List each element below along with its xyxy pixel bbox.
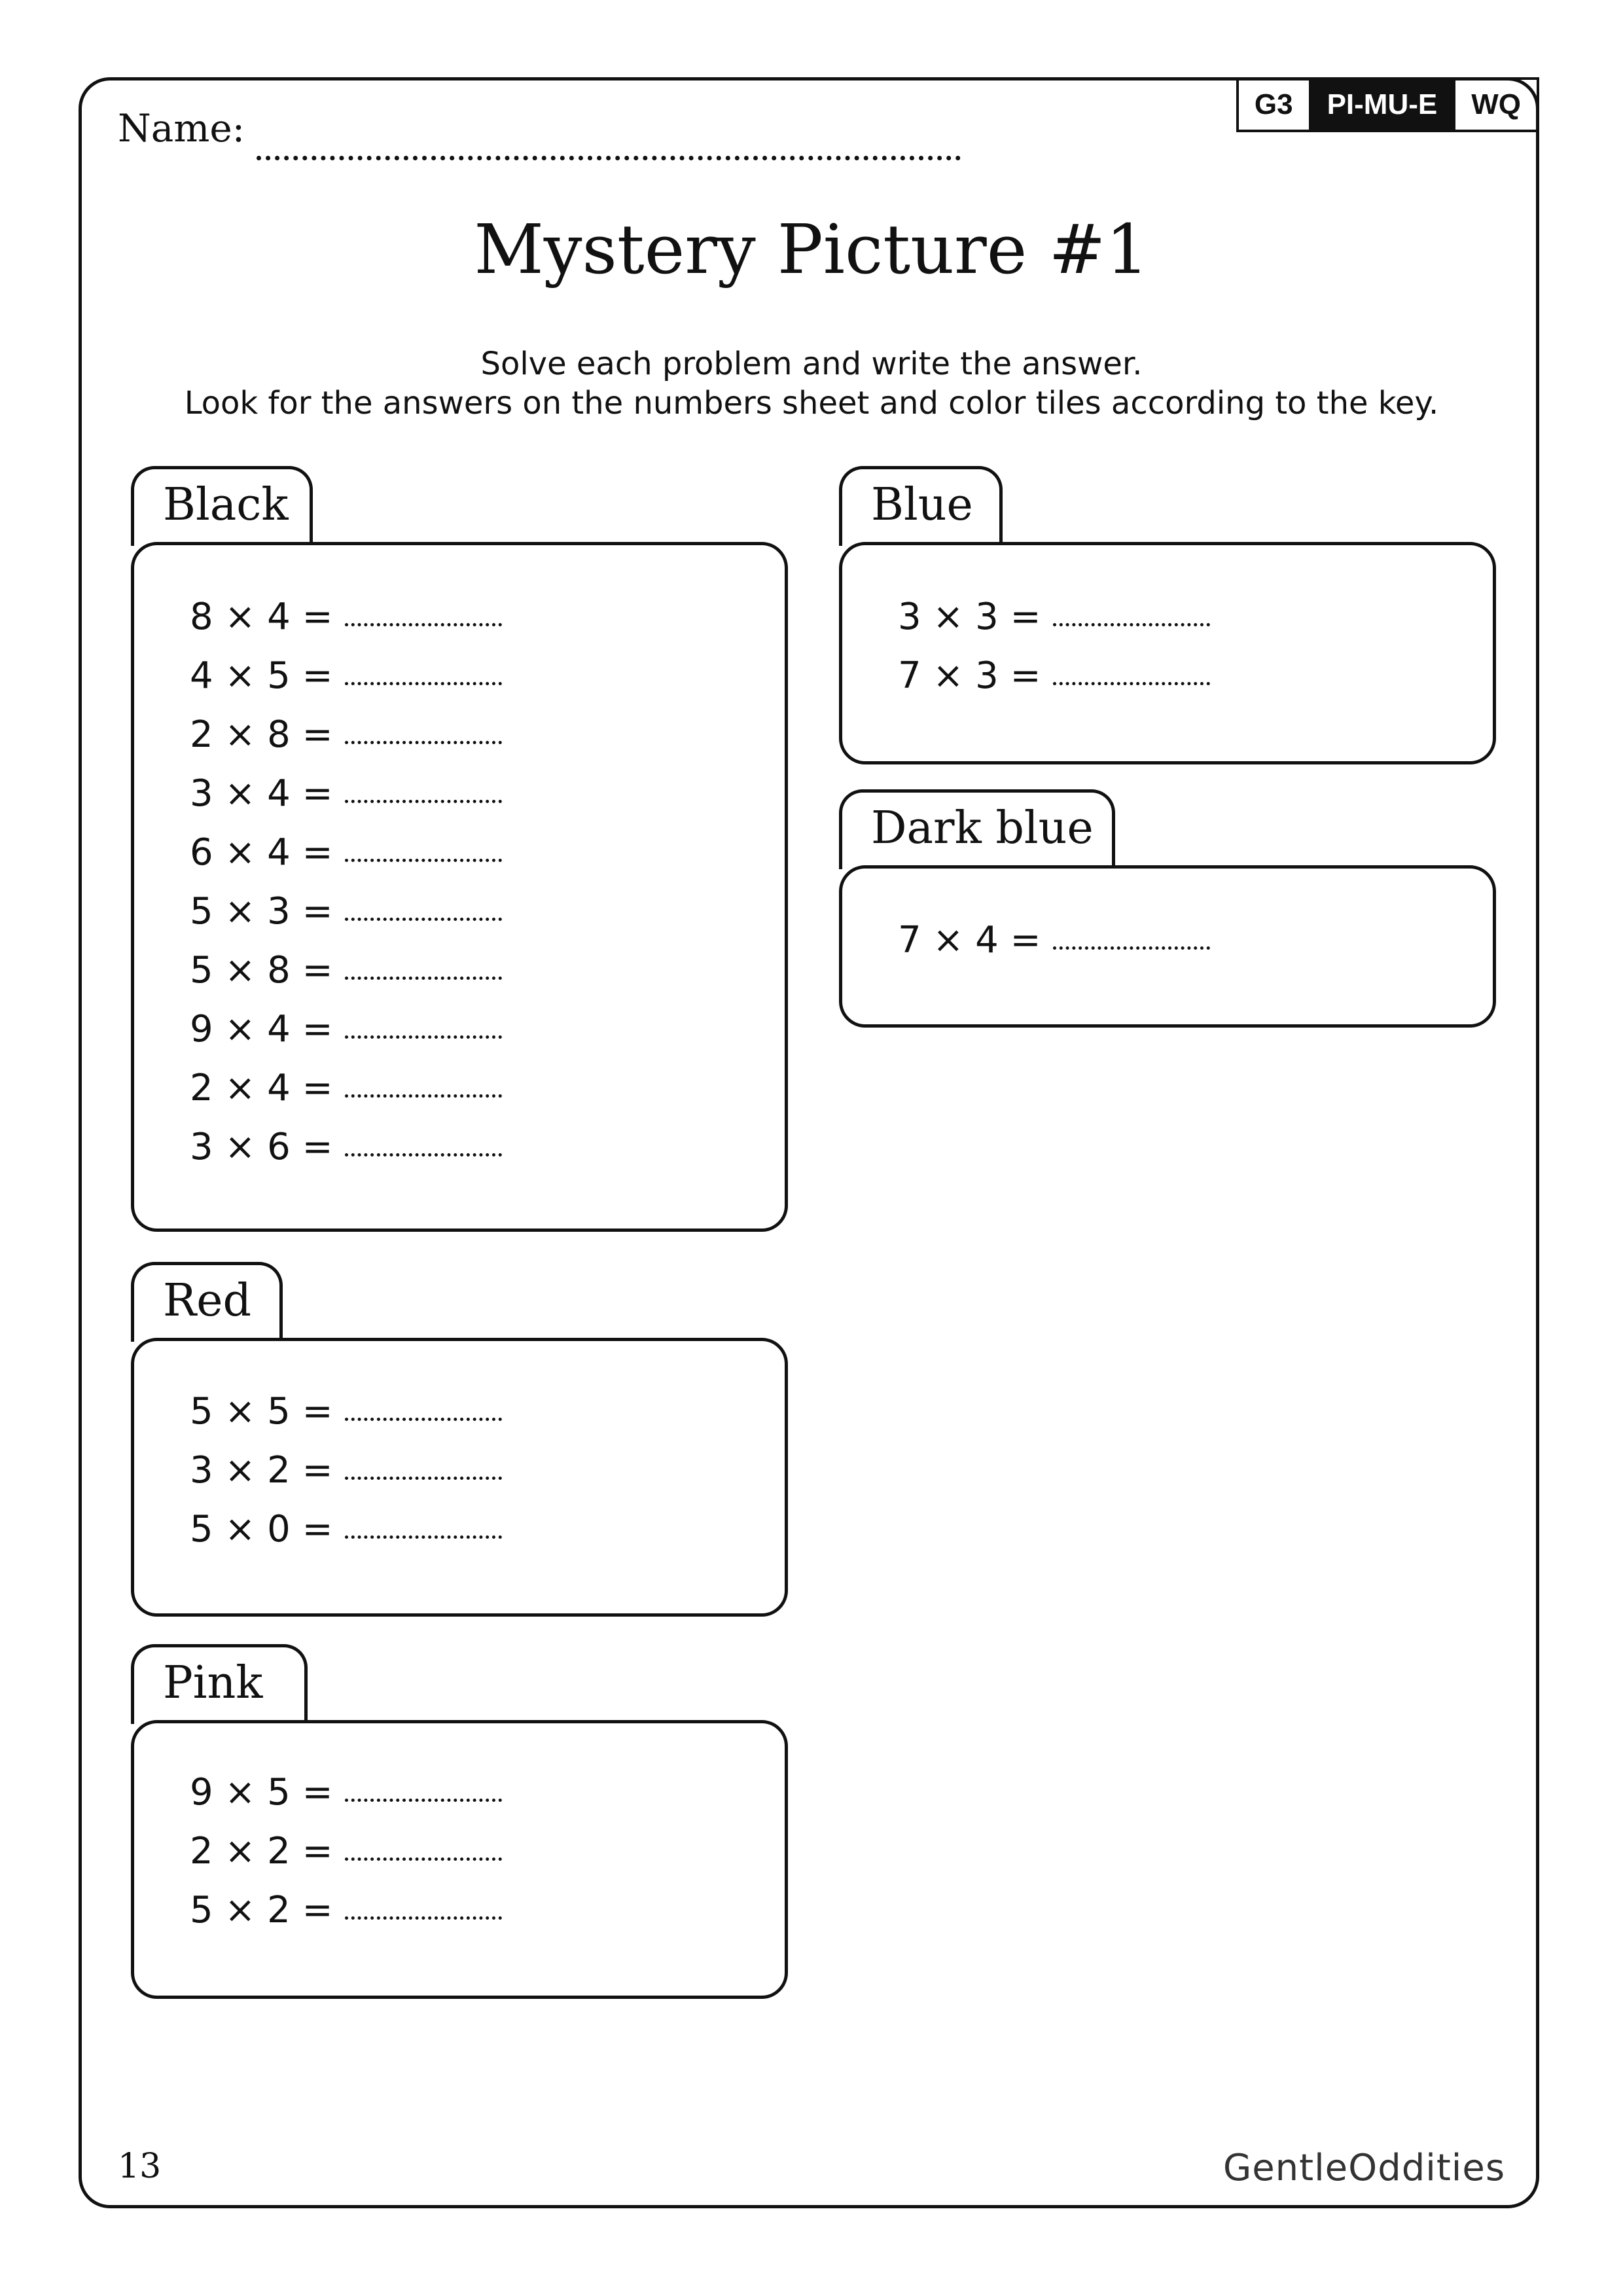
page-title: Mystery Picture #1: [474, 209, 1149, 289]
answer-line[interactable]: [345, 741, 502, 744]
page-number: 13: [118, 2147, 162, 2186]
answer-line[interactable]: [345, 1477, 502, 1480]
problem-text: 5 × 8 =: [190, 949, 333, 992]
group-tab-pink: Pink: [131, 1644, 308, 1724]
problem-text: 3 × 2 =: [190, 1449, 333, 1492]
answer-line[interactable]: [345, 918, 502, 921]
problem-text: 6 × 4 =: [190, 831, 333, 874]
problem-item: [190, 1508, 502, 1551]
problem-item: [190, 1889, 502, 1931]
problem-text: 2 × 8 =: [190, 713, 333, 756]
problem-item: [898, 655, 1210, 697]
problem-text: 8 × 4 =: [190, 596, 333, 638]
problem-text: 7 × 4 =: [898, 919, 1041, 961]
answer-line[interactable]: [345, 1916, 502, 1920]
problem-item: [898, 596, 1210, 638]
group-tab-blue: Blue: [839, 466, 1003, 546]
level-tags: [1236, 77, 1539, 132]
answer-line[interactable]: [345, 1418, 502, 1421]
problem-text: 2 × 2 =: [190, 1830, 333, 1873]
problem-text: 5 × 3 =: [190, 890, 333, 933]
problem-text: 5 × 0 =: [190, 1508, 333, 1551]
problem-item: [190, 890, 502, 933]
name-input-line[interactable]: [257, 156, 961, 160]
group-box-blue: [839, 542, 1496, 764]
group-tab-dark-blue: Dark blue: [839, 789, 1115, 869]
answer-line[interactable]: [345, 1535, 502, 1539]
problem-text: 5 × 5 =: [190, 1390, 333, 1433]
answer-line[interactable]: [345, 977, 502, 980]
answer-line[interactable]: [1053, 946, 1210, 950]
problem-text: 2 × 4 =: [190, 1067, 333, 1109]
answer-line[interactable]: [345, 623, 502, 626]
answer-line[interactable]: [345, 1094, 502, 1098]
answer-line[interactable]: [345, 1153, 502, 1157]
answer-line[interactable]: [345, 1857, 502, 1861]
instruction-line-2: Look for the answers on the numbers sheet and color tiles according to the key.: [184, 385, 1439, 422]
problem-item: [190, 772, 502, 815]
problem-item: [190, 1449, 502, 1492]
problem-item: [190, 655, 502, 697]
answer-line[interactable]: [1053, 623, 1210, 626]
answer-line[interactable]: [345, 859, 502, 862]
problem-item: [190, 596, 502, 638]
problem-item: [190, 1390, 502, 1433]
problem-item: [190, 713, 502, 756]
category-tag: PI-MU-E: [1309, 80, 1454, 130]
brand-logo: GentleOddities: [1222, 2147, 1505, 2189]
problem-text: 4 × 5 =: [190, 655, 333, 697]
group-tab-red: Red: [131, 1262, 283, 1342]
instruction-line-1: Solve each problem and write the answer.: [480, 346, 1143, 382]
grade-tag: G3: [1254, 88, 1293, 120]
answer-line[interactable]: [345, 800, 502, 803]
problem-item: [190, 1126, 502, 1168]
answer-line[interactable]: [345, 1035, 502, 1039]
problem-text: 7 × 3 =: [898, 655, 1041, 697]
problem-item: [190, 949, 502, 992]
problem-item: [190, 1830, 502, 1873]
problem-item: [190, 1771, 502, 1814]
problem-text: 5 × 2 =: [190, 1889, 333, 1931]
group-tab-black: Black: [131, 466, 313, 546]
answer-line[interactable]: [1053, 682, 1210, 685]
problem-item: [190, 831, 502, 874]
problem-text: 3 × 3 =: [898, 596, 1041, 638]
problem-item: [898, 919, 1210, 961]
problem-text: 3 × 6 =: [190, 1126, 333, 1168]
type-tag: WQ: [1453, 80, 1537, 130]
name-label: Name:: [118, 106, 245, 151]
problem-item: [190, 1067, 502, 1109]
problem-item: [190, 1008, 502, 1050]
problem-text: 9 × 5 =: [190, 1771, 333, 1814]
problem-text: 9 × 4 =: [190, 1008, 333, 1050]
problem-text: 3 × 4 =: [190, 772, 333, 815]
answer-line[interactable]: [345, 682, 502, 685]
answer-line[interactable]: [345, 1799, 502, 1802]
